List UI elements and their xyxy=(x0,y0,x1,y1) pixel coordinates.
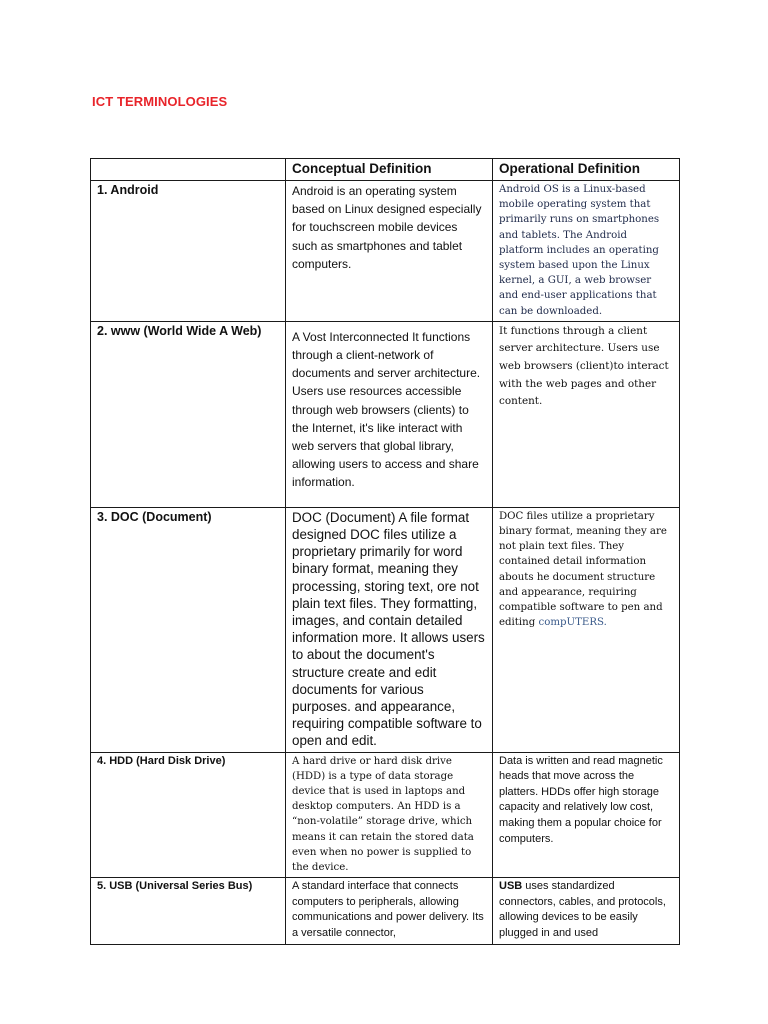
table-header-row xyxy=(91,159,680,181)
conceptual-definition-cell: Android is an operating system based on Linux designed especially for touchscreen mobile devices such as smartphones and tablet computers. xyxy=(286,181,493,322)
table-row xyxy=(91,321,680,507)
operational-definition-cell: Android OS is a Linux-based mobile operating system that primarily runs on smartphones and tablets. The Android platform includes an operating system based upon the Linux kernel, a GUI, a web browser and end-user applications that can be downloaded. xyxy=(493,181,680,322)
conceptual-definition-cell: A standard interface that connects computers to peripherals, allowing communications and power delivery. Its a versatile connector, xyxy=(286,878,493,944)
terminology-table xyxy=(90,158,680,945)
header-conceptual-definition: Conceptual Definition xyxy=(286,159,493,181)
term-cell: 3. DOC (Document) xyxy=(91,507,286,752)
header-operational-definition: Operational Definition xyxy=(493,159,680,181)
table-row xyxy=(91,878,680,944)
operational-definition-cell: It functions through a client server architecture. Users use web browsers (client)to interact with the web pages and other content. xyxy=(493,321,680,507)
table-row xyxy=(91,752,680,878)
conceptual-definition-cell: A Vost Interconnected It functions through a client-network of documents and server architecture. Users use resources accessible through web browsers (clients) to the Internet, it's like interact with web servers that global library, allowing users to access and share information. xyxy=(286,321,493,507)
table-row xyxy=(91,507,680,752)
term-cell: 1. Android xyxy=(91,181,286,322)
operational-definition-cell xyxy=(493,878,680,944)
conceptual-definition-cell: DOC (Document) A file format designed DOC files utilize a proprietary primarily for word binary format, meaning they processing, storing text, ore not plain text files. They formatting, images, and contain detailed information more. It allows users to about the document's structure create and edit documents for various purposes. and appearance, requiring compatible software to open and edit. xyxy=(286,507,493,752)
term-cell: 5. USB (Universal Series Bus) xyxy=(91,878,286,944)
operational-definition-text: uses standardized connectors, cables, and protocols, allowing devices to be easily plugged in and used xyxy=(499,880,666,940)
operational-definition-tail: compUTERS. xyxy=(538,617,607,629)
operational-definition-cell: Data is written and read magnetic heads that move across the platters. HDDs offer high storage capacity and relatively low cost, making them a popular choice for computers. xyxy=(493,752,680,878)
operational-definition-lead: USB xyxy=(499,880,523,893)
conceptual-definition-cell: A hard drive or hard disk drive (HDD) is a type of data storage device that is used in laptops and desktop computers. An HDD is a “non-volatile” storage drive, which means it can retain the stored data even when no power is supplied to the device. xyxy=(286,752,493,878)
term-cell: 2. www (World Wide A Web) xyxy=(91,321,286,507)
operational-definition-text: DOC files utilize a proprietary binary format, meaning they are not plain text files. They contained detail information abouts he document structure and appearance, requiring compatible software to pen and editing xyxy=(499,510,667,629)
table-row xyxy=(91,181,680,322)
term-cell: 4. HDD (Hard Disk Drive) xyxy=(91,752,286,878)
page-title: ICT TERMINOLOGIES xyxy=(92,94,228,109)
header-term xyxy=(91,159,286,181)
operational-definition-cell xyxy=(493,507,680,752)
